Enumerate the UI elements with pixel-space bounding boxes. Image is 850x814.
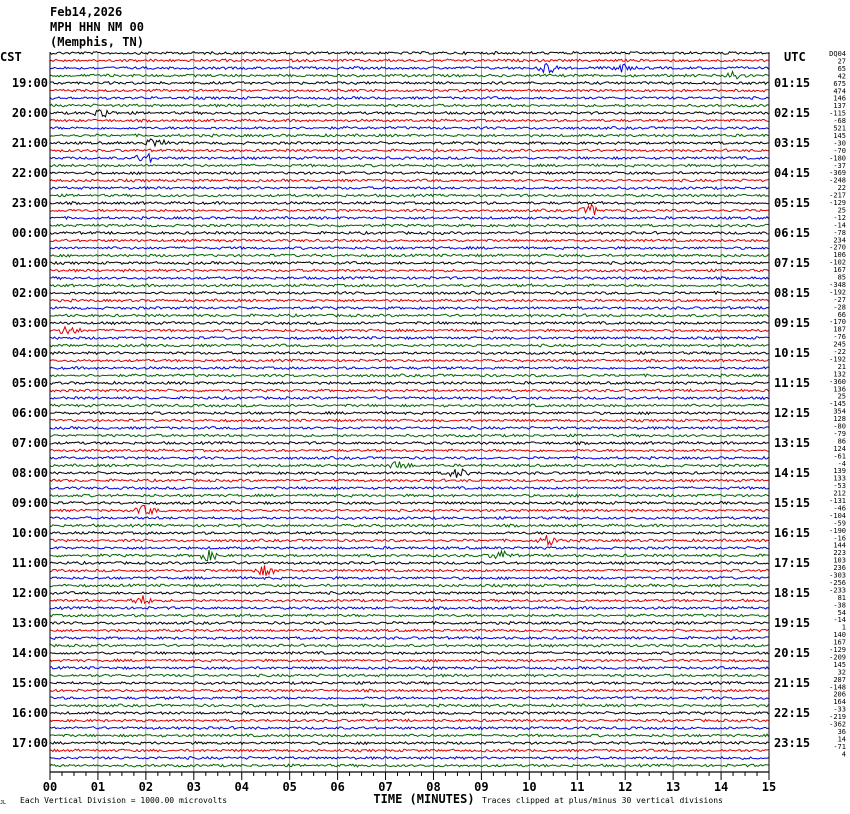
seismic-traces [50,52,769,767]
cst-hour-label: 07:00 [11,436,48,450]
clip-note: Traces clipped at plus/minus 30 vertical divisions [482,796,723,805]
trace-value-label: 164 [833,698,846,707]
utc-hour-label: 11:15 [774,376,811,390]
seismic-trace [50,734,769,737]
cst-hour-label: 12:00 [11,586,48,600]
seismic-trace [50,104,769,107]
seismic-trace [50,337,769,340]
seismic-trace [50,187,769,190]
seismic-trace [50,172,769,175]
x-tick-label: 04 [234,780,249,794]
seismic-trace [50,179,769,182]
station-location: (Memphis, TN) [50,35,144,49]
cst-hour-label: 06:00 [11,406,48,420]
trace-value-label: -248 [829,176,846,185]
seismic-trace [50,712,769,715]
trace-value-label: -68 [833,117,846,126]
seismic-trace [50,757,769,760]
trace-value-label: 223 [833,549,846,558]
utc-hour-label: 04:15 [774,166,811,180]
trace-value-label: -170 [829,318,846,327]
trace-value-label: -190 [829,526,846,535]
seismic-trace [50,110,769,117]
seismic-trace [50,419,769,422]
seismic-trace [50,622,769,625]
trace-value-label: 167 [833,266,846,275]
seismic-trace [50,479,769,482]
utc-hour-label: 10:15 [774,346,811,360]
seismic-trace [50,352,769,355]
x-tick-label: 13 [665,780,681,794]
seismic-trace [50,97,769,100]
seismic-trace [50,727,769,730]
seismic-trace [50,239,769,242]
x-tick-label: 00 [42,780,58,794]
seismic-trace [50,269,769,272]
seismic-trace [50,547,769,550]
x-tick-label: 02 [138,780,154,794]
trace-value-label: 145 [833,660,846,669]
x-tick-label: 14 [713,780,729,794]
cst-hour-label: 00:00 [11,226,48,240]
trace-value-label: -61 [833,452,846,461]
seismic-trace [50,139,769,146]
utc-hour-label: 14:15 [774,466,811,480]
trace-value-label: -217 [829,191,846,200]
trace-value-label: -362 [829,720,846,729]
seismic-trace [50,742,769,745]
seismic-trace [50,307,769,310]
trace-value-label: 27 [837,57,846,66]
cst-hour-label: 16:00 [11,706,48,720]
trace-value-label: -348 [829,280,846,289]
seismic-trace [50,524,769,527]
trace-value-label: -38 [833,601,846,610]
seismic-trace [50,667,769,670]
trace-value-label: -53 [833,482,846,491]
utc-hour-label: 13:15 [774,436,811,450]
seismic-trace [50,344,769,347]
trace-value-label: 22 [837,184,846,193]
seismic-trace [50,577,769,580]
trace-value-label: -59 [833,519,846,528]
trace-value-label: -30 [833,139,846,148]
utc-hour-label: 19:15 [774,616,811,630]
utc-hour-label: 07:15 [774,256,811,270]
x-axis-title: TIME (MINUTES) [373,792,475,806]
x-tick-label: 09 [474,780,489,794]
trace-value-label: 132 [833,370,846,379]
seismic-trace [50,502,769,505]
trace-value-label: 521 [833,124,846,133]
trace-value-label: -369 [829,169,846,178]
cst-hour-label: 21:00 [11,136,48,150]
utc-hour-label: 20:15 [774,646,811,660]
seismic-trace [50,550,769,561]
trace-value-label: -80 [833,422,846,431]
trace-value-label: 14 [837,735,846,744]
trace-value-labels [829,50,846,758]
trace-value-label: -14 [833,221,846,230]
trace-value-label: -70 [833,146,846,155]
cst-hour-label: 15:00 [11,676,48,690]
trace-value-label: -145 [829,400,846,409]
seismic-trace [50,674,769,677]
seismic-trace [50,71,769,78]
seismic-trace [50,462,769,468]
seismic-trace [50,164,769,167]
seismic-trace [50,262,769,265]
trace-value-label: 144 [833,541,846,550]
seismic-trace [50,327,769,334]
trace-value-label: DQ04 [829,50,846,58]
trace-value-label: 236 [833,564,846,573]
seismic-trace [50,469,769,478]
trace-value-label: 140 [833,631,846,640]
seismic-trace [50,532,769,535]
scale-note: Each Vertical Division = 1000.00 microvolts [20,796,228,805]
trace-value-label: -129 [829,646,846,654]
trace-value-label: -180 [829,154,846,163]
seismic-trace [50,644,769,647]
cst-hour-label: 05:00 [11,376,48,390]
trace-value-label: -192 [829,355,846,364]
seismic-trace [50,427,769,430]
seismic-trace [50,224,769,227]
trace-value-label: 81 [837,593,846,602]
x-tick-label: 07 [378,780,393,794]
trace-value-label: -27 [833,295,846,304]
utc-hour-label: 21:15 [774,676,811,690]
seismic-trace [50,505,769,514]
trace-value-label: 167 [833,638,846,647]
plot-date: Feb14,2026 [50,5,123,19]
seismic-trace [50,614,769,617]
trace-value-label: -78 [833,228,846,237]
trace-value-label: -33 [833,705,846,714]
trace-value-label: -360 [829,377,846,386]
utc-hour-label: 18:15 [774,586,811,600]
trace-value-label: 128 [833,415,846,424]
seismic-trace [50,535,769,545]
trace-value-label: 187 [833,325,846,334]
trace-value-label: 65 [837,64,846,73]
trace-value-label: -79 [833,429,846,438]
trace-value-label: -102 [829,258,846,267]
trace-value-label: 106 [833,251,846,260]
cst-hour-label: 03:00 [11,316,48,330]
seismic-trace [50,52,769,55]
utc-hour-label: 23:15 [774,736,811,750]
cst-hour-label: 19:00 [11,76,48,90]
seismic-trace [50,457,769,460]
trace-value-label: -104 [829,511,846,520]
seismic-trace [50,154,769,163]
trace-value-label: -219 [829,713,846,722]
cst-hour-label: 10:00 [11,526,48,540]
trace-value-label: -209 [829,653,846,662]
seismic-trace [50,119,769,122]
trace-value-label: -256 [829,578,846,587]
trace-value-label: 474 [833,87,846,96]
seismic-trace [50,592,769,595]
seismic-trace [50,682,769,685]
trace-value-label: 234 [833,236,846,245]
seismic-trace [50,247,769,250]
station-code: MPH HHN NM 00 [50,20,144,34]
trace-value-label: 212 [833,489,846,498]
trace-value-label: 86 [837,437,846,446]
trace-value-label: 4 [841,750,846,759]
seismic-trace [50,202,769,205]
trace-value-label: 146 [833,94,846,103]
seismic-trace [50,314,769,317]
seismic-trace [50,607,769,610]
seismic-trace [50,194,769,197]
trace-value-label: -12 [833,213,846,222]
trace-value-label: 103 [833,556,846,565]
seismic-trace [50,449,769,452]
trace-value-label: 36 [837,727,846,736]
seismic-trace [50,82,769,85]
seismic-trace [50,232,769,235]
cst-hour-label: 22:00 [11,166,48,180]
x-tick-label: 08 [426,780,441,794]
trace-value-label: -37 [833,161,846,170]
seismic-trace [50,292,769,295]
trace-value-label: -76 [833,333,846,342]
trace-value-label: 133 [833,474,846,483]
seismic-trace [50,764,769,767]
trace-value-label: 206 [833,690,846,699]
corner-mark: JL [0,800,7,806]
x-tick-label: 15 [761,780,777,794]
seismic-trace [50,442,769,445]
seismic-trace [50,367,769,370]
seismic-trace [50,89,769,92]
seismic-trace [50,652,769,655]
seismic-trace [50,659,769,662]
trace-value-label: -233 [829,586,846,595]
cst-hour-labels [12,76,48,750]
seismic-trace [50,382,769,385]
seismic-trace [50,637,769,640]
trace-value-label: -4 [837,459,846,468]
x-tick-label: 11 [570,780,585,794]
cst-hour-label: 20:00 [11,106,48,120]
x-tick-label: 01 [90,780,106,794]
seismic-trace [50,704,769,707]
cst-hour-label: 11:00 [11,556,48,570]
seismic-trace [50,434,769,437]
trace-value-label: 245 [833,340,846,349]
seismic-trace [50,562,769,565]
seismic-trace [50,697,769,700]
trace-value-label: 25 [837,392,846,401]
trace-value-label: 675 [833,79,846,88]
seismic-trace [50,299,769,302]
utc-hour-label: 15:15 [774,496,811,510]
trace-value-label: 137 [833,102,846,111]
trace-value-label: 54 [837,608,846,617]
seismic-trace [50,487,769,490]
trace-value-label: 42 [837,72,846,81]
trace-value-label: 139 [833,467,846,476]
trace-value-label: 25 [837,206,846,215]
plot-frame [50,52,769,780]
cst-hour-label: 09:00 [11,496,48,510]
trace-value-label: 66 [837,310,846,319]
cst-hour-label: 14:00 [11,646,48,660]
trace-value-label: -14 [833,616,846,625]
seismic-trace [50,404,769,407]
trace-value-label: -303 [829,571,846,580]
trace-value-label: -22 [833,348,846,356]
cst-hour-label: 04:00 [11,346,48,360]
trace-value-label: 21 [837,362,846,371]
cst-hour-label: 23:00 [11,196,48,210]
seismic-trace [50,205,769,215]
trace-value-label: -192 [829,288,846,297]
cst-hour-label: 02:00 [11,286,48,300]
utc-hour-label: 22:15 [774,706,811,720]
seismic-trace [50,127,769,130]
trace-value-label: 136 [833,385,846,394]
utc-hour-label: 03:15 [774,136,811,150]
trace-value-label: -148 [829,683,846,692]
trace-value-label: -46 [833,504,846,513]
cst-hour-label: 08:00 [11,466,48,480]
trace-value-label: -115 [829,109,846,118]
seismic-trace [50,494,769,497]
utc-hour-label: 06:15 [774,226,811,240]
seismic-trace [50,374,769,377]
x-tick-label: 03 [186,780,202,794]
trace-value-label: -131 [829,497,846,505]
trace-value-label: -129 [829,199,846,207]
seismic-trace [50,359,769,362]
cst-hour-label: 13:00 [11,616,48,630]
trace-value-label: 124 [833,444,846,453]
seismic-trace [50,277,769,280]
seismic-trace [50,59,769,62]
utc-hour-label: 16:15 [774,526,811,540]
seismic-trace [50,149,769,152]
utc-hour-label: 08:15 [774,286,811,300]
seismic-trace [50,517,769,520]
utc-hour-label: 09:15 [774,316,811,330]
trace-value-label: 145 [833,131,846,140]
utc-hour-label: 17:15 [774,556,811,570]
trace-value-label: 85 [837,273,846,282]
seismic-trace [50,134,769,137]
cst-axis-label: CST [0,50,22,64]
trace-value-label: 32 [837,668,846,677]
cst-hour-label: 01:00 [11,256,48,270]
seismic-trace [50,629,769,632]
x-tick-label: 05 [282,780,297,794]
seismic-trace [50,719,769,722]
seismic-trace [50,397,769,400]
utc-hour-label: 05:15 [774,196,811,210]
seismic-trace [50,412,769,415]
trace-value-label: -71 [833,742,846,751]
seismic-trace [50,322,769,325]
seismic-trace [50,254,769,257]
seismic-trace [50,217,769,220]
x-tick-label: 12 [617,780,633,794]
trace-value-label: 287 [833,675,846,684]
seismic-trace [50,689,769,692]
trace-value-label: -16 [833,534,846,543]
seismic-trace [50,595,769,603]
trace-value-label: 1 [841,623,846,632]
seismic-trace [50,749,769,752]
utc-axis-label: UTC [784,50,806,64]
seismic-trace [50,64,769,73]
utc-hour-label: 12:15 [774,406,811,420]
seismic-trace [50,389,769,392]
seismic-trace [50,584,769,587]
x-tick-label: 10 [522,780,537,794]
utc-hour-label: 02:15 [774,106,811,120]
utc-hour-labels [774,76,810,750]
trace-value-label: -270 [829,243,846,252]
utc-hour-label: 01:15 [774,76,811,90]
seismic-trace [50,565,769,575]
x-tick-label: 06 [330,780,345,794]
seismic-trace [50,284,769,287]
trace-value-label: 354 [833,407,846,416]
trace-value-label: -28 [833,303,846,312]
cst-hour-label: 17:00 [11,736,48,750]
